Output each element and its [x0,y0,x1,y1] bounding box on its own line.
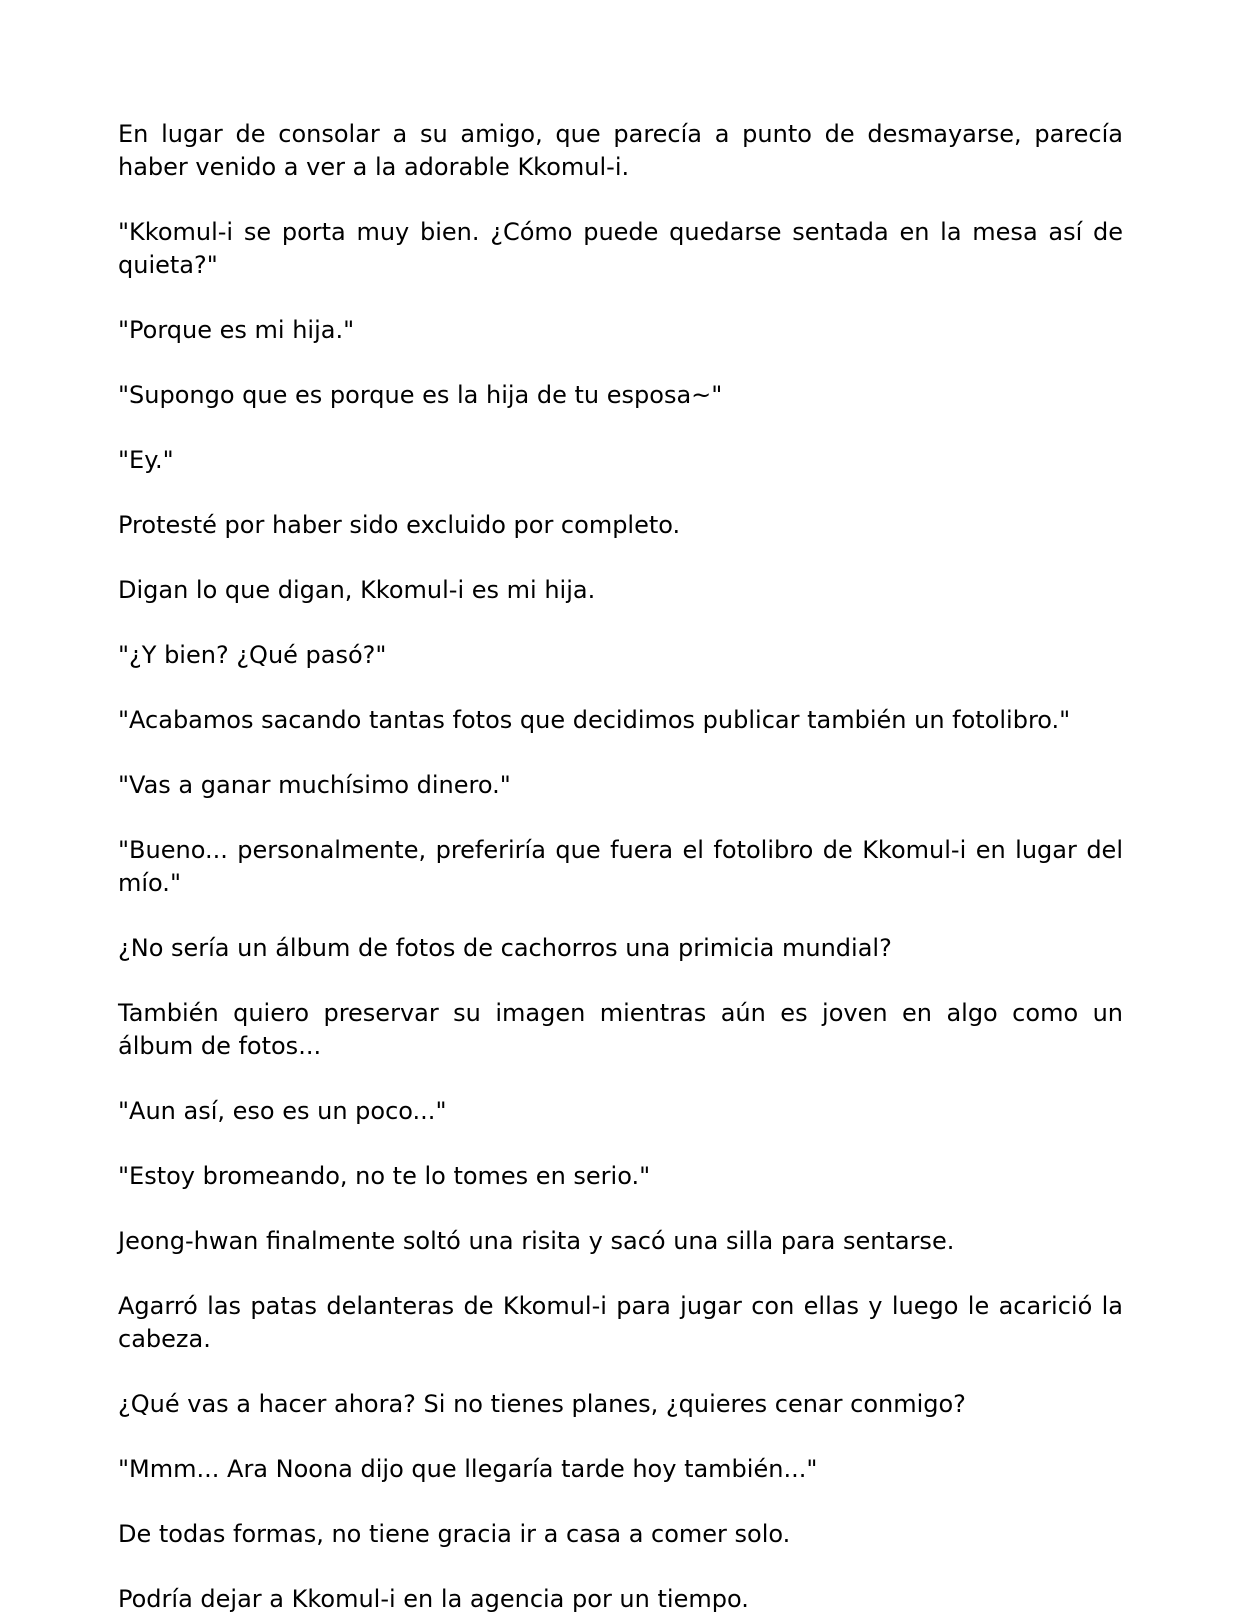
paragraph: ¿Qué vas a hacer ahora? Si no tienes planes, ¿quieres cenar conmigo? [118,1390,966,1418]
paragraph: "¿Y bien? ¿Qué pasó?" [118,641,387,669]
paragraph: En lugar de consolar a su amigo, que parecía a punto de desmayarse, parecía haber venido a ver a la adorable Kkomul-i. [118,120,1123,181]
paragraph: "Estoy bromeando, no te lo tomes en serio." [118,1162,651,1190]
paragraph: Digan lo que digan, Kkomul-i es mi hija. [118,576,596,604]
paragraph: "Porque es mi hija." [118,316,355,344]
paragraph: "Kkomul-i se porta muy bien. ¿Cómo puede quedarse sentada en la mesa así de quieta?" [118,218,1123,279]
paragraph: "Mmm... Ara Noona dijo que llegaría tarde hoy también..." [118,1455,818,1483]
paragraph: "Acabamos sacando tantas fotos que decidimos publicar también un fotolibro." [118,706,1071,734]
paragraph: De todas formas, no tiene gracia ir a casa a comer solo. [118,1520,791,1548]
paragraph: "Supongo que es porque es la hija de tu esposa~" [118,381,723,409]
paragraph: Podría dejar a Kkomul-i en la agencia por un tiempo. [118,1585,749,1613]
paragraph: Jeong-hwan finalmente soltó una risita y sacó una silla para sentarse. [118,1227,955,1255]
paragraph: "Aun así, eso es un poco..." [118,1097,447,1125]
paragraph: ¿No sería un álbum de fotos de cachorros una primicia mundial? [118,934,892,962]
paragraph: "Vas a ganar muchísimo dinero." [118,771,511,799]
paragraph: Agarró las patas delanteras de Kkomul-i para jugar con ellas y luego le acarició la cabeza. [118,1292,1123,1353]
paragraph: "Bueno... personalmente, preferiría que fuera el fotolibro de Kkomul-i en lugar del mío." [118,836,1123,897]
paragraph: También quiero preservar su imagen mientras aún es joven en algo como un álbum de fotos... [118,999,1123,1060]
paragraph: "Ey." [118,446,174,474]
document-body [118,118,1123,1620]
paragraph: Protesté por haber sido excluido por completo. [118,511,681,539]
